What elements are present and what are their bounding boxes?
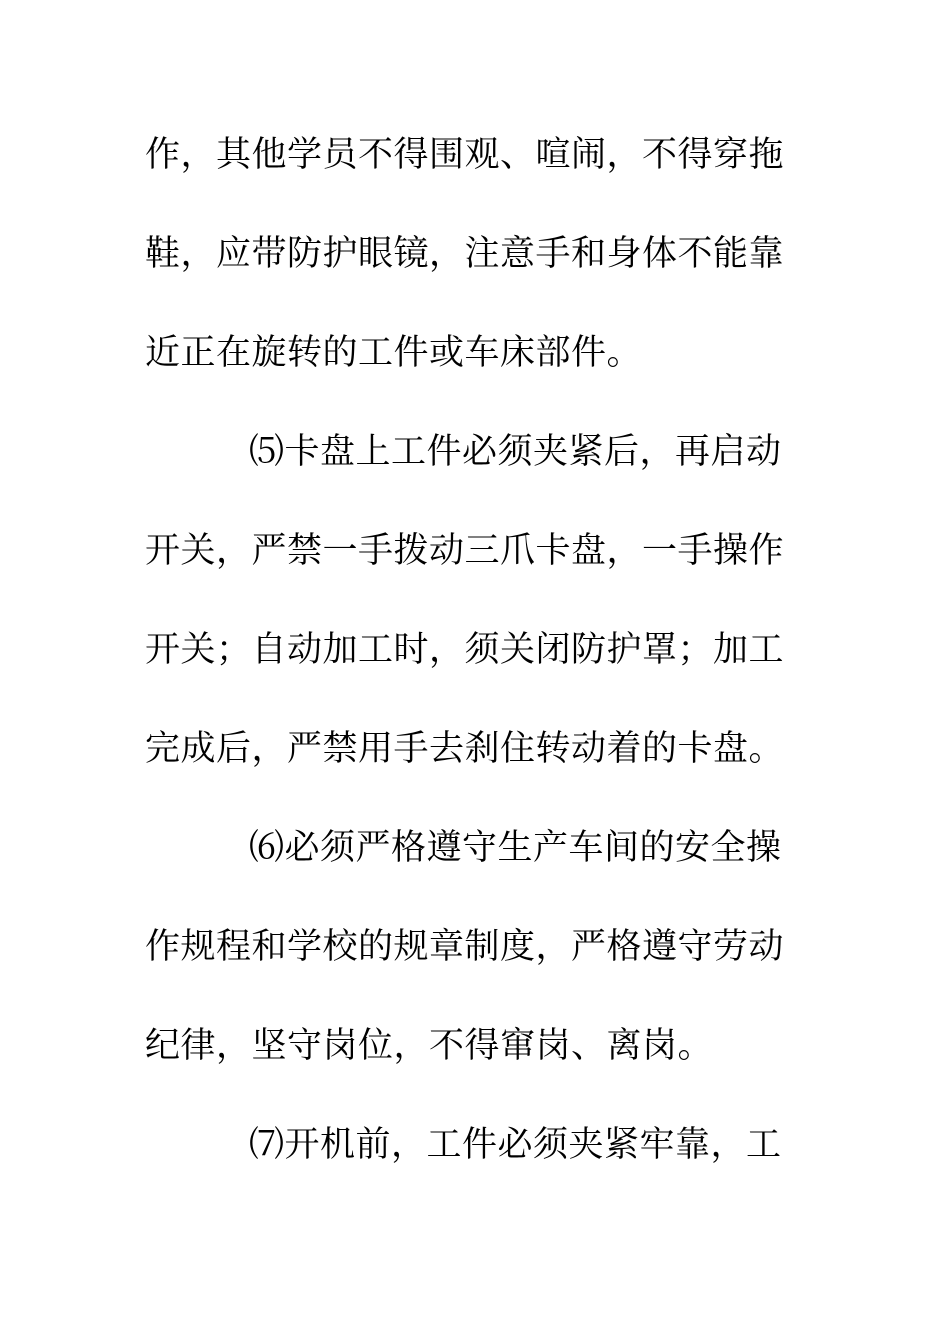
body-text <box>145 125 785 1214</box>
text-line: 作，其他学员不得围观、喧闹，不得穿拖 <box>145 135 785 175</box>
text-line: 近正在旋转的工件或车床部件。 <box>145 333 643 373</box>
item-5-first-line: ⑸卡盘上工件必须夹紧后，再启动 <box>249 432 782 472</box>
text-line: 鞋，应带防护眼镜，注意手和身体不能靠 <box>145 234 785 274</box>
item-6-first-line: ⑹必须严格遵守生产车间的安全操 <box>249 828 782 868</box>
text-line: 完成后，严禁用手去刹住转动着的卡盘。 <box>145 729 785 769</box>
text-line: 纪律，坚守岗位，不得窜岗、离岗。 <box>145 1026 714 1066</box>
text-line: 开关；自动加工时，须关闭防护罩；加工 <box>145 630 785 670</box>
text-line: 作规程和学校的规章制度，严格遵守劳动 <box>145 927 785 967</box>
item-7-first-line: ⑺开机前，工件必须夹紧牢靠，工 <box>249 1125 782 1165</box>
text-line: 开关，严禁一手拨动三爪卡盘，一手操作 <box>145 531 785 571</box>
